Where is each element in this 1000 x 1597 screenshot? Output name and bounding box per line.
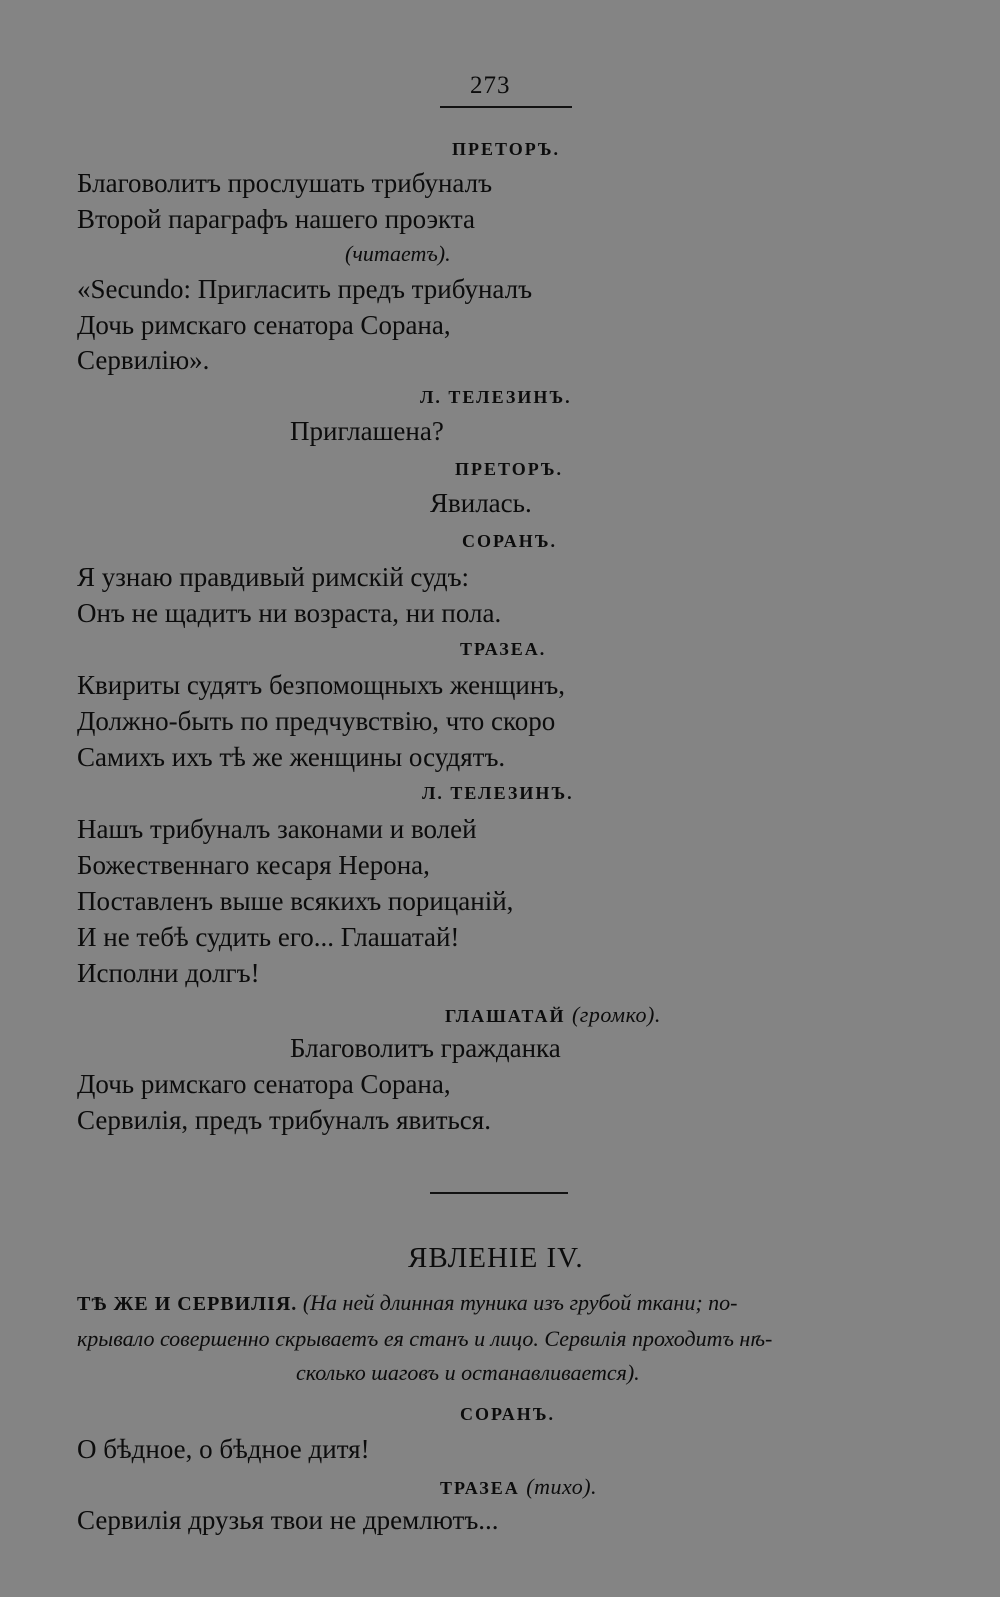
speaker-name: ГЛАШАТАЙ — [445, 1006, 566, 1026]
scene-description-line — [77, 1292, 737, 1314]
speaker-telezin: Л. ТЕЛЕЗИНЪ. — [420, 387, 572, 407]
verse-line: Божественнаго кесаря Нерона, — [77, 850, 430, 880]
verse-line: И не тебѣ судить его... Глашатай! — [77, 922, 460, 952]
speaker-telezin: Л. ТЕЛЕЗИНЪ. — [422, 783, 574, 803]
verse-line: Дочь римскаго сенатора Сорана, — [77, 1069, 451, 1099]
verse-line: Явилась. — [430, 488, 532, 518]
verse-line: Самихъ ихъ тѣ же женщины осудятъ. — [77, 742, 506, 772]
section-divider — [430, 1192, 568, 1194]
verse-line: Сервилія друзья твои не дремлютъ... — [77, 1505, 499, 1535]
verse-line: Должно-быть по предчувствію, что скоро — [77, 706, 556, 736]
speaker-soran: СОРАНЪ. — [462, 531, 557, 551]
stage-direction: (громко). — [571, 1002, 661, 1027]
scene-title: ЯВЛЕНІЕ IV. — [408, 1242, 584, 1274]
stage-direction: (читаетъ). — [345, 241, 451, 266]
verse-line: Онъ не щадитъ ни возраста, ни пола. — [77, 598, 502, 628]
verse-line: «Secundo: Пригласить предъ трибуналъ — [77, 274, 533, 304]
speaker-trazea — [440, 1476, 597, 1498]
verse-line: Благоволитъ гражданка — [290, 1033, 561, 1063]
speaker-soran: СОРАНЪ. — [460, 1404, 555, 1424]
header-rule — [440, 106, 572, 108]
verse-line: Сервилію». — [77, 345, 210, 375]
verse-line: Сервилія, предъ трибуналъ явиться. — [77, 1105, 491, 1135]
verse-line: Второй параграфъ нашего проэкта — [77, 204, 475, 234]
scene-description-line: крывало совершенно скрываетъ ея станъ и лицо. Сервилія проходитъ нѣ- — [77, 1326, 773, 1351]
speaker-glashatai — [445, 1004, 661, 1026]
verse-line: Благоволитъ прослушать трибуналъ — [77, 168, 493, 198]
verse-line: Квириты судятъ безпомощныхъ женщинъ, — [77, 670, 566, 700]
stage-direction: (На ней длинная туника изъ грубой ткани; по- — [302, 1290, 738, 1315]
verse-line: Исполни долгъ! — [77, 958, 260, 988]
speaker-pretor: ПРЕТОРЪ. — [452, 139, 561, 159]
stage-direction: (тихо). — [526, 1474, 598, 1499]
scene-characters: ТѢ ЖЕ И СЕРВИЛІЯ. — [77, 1293, 298, 1315]
scene-description-line: сколько шаговъ и останавливается). — [296, 1360, 640, 1385]
speaker-trazea: ТРАЗЕА. — [460, 639, 547, 659]
verse-line: Приглашена? — [290, 416, 444, 446]
verse-line: Дочь римскаго сенатора Сорана, — [77, 310, 451, 340]
verse-line: Поставленъ выше всякихъ порицаній, — [77, 886, 514, 916]
verse-line: О бѣдное, о бѣдное дитя! — [77, 1434, 370, 1464]
verse-line: Нашъ трибуналъ законами и волей — [77, 814, 477, 844]
page-number: 273 — [470, 72, 511, 99]
speaker-pretor: ПРЕТОРЪ. — [455, 459, 564, 479]
verse-line: Я узнаю правдивый римскій судъ: — [77, 562, 470, 592]
speaker-name: ТРАЗЕА — [440, 1478, 520, 1498]
